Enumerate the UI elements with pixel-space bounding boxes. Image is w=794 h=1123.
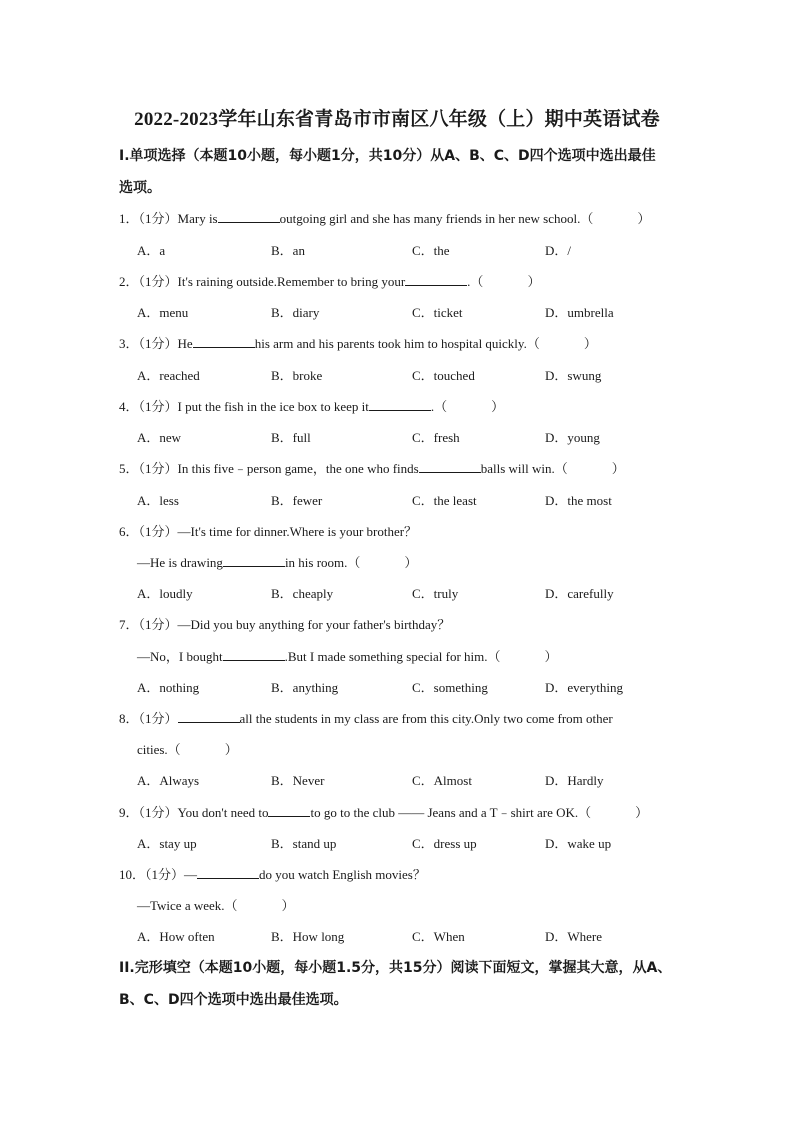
answer-blank (223, 555, 285, 567)
option-d: D．everything (545, 680, 623, 695)
option-d: D．Hardly (545, 773, 604, 788)
section2-heading: II.完形填空（本题10小题，每小题1.5分，共15分）阅读下面短文，掌握其大意，从A、 (119, 960, 672, 976)
options-q2 (137, 302, 697, 322)
answer-blank (405, 274, 467, 286)
question-10-reply: —Twice a week.（ ） (137, 898, 295, 913)
question-8: 8．（1分） all the students in my class are from this city.Only two come from other (119, 711, 613, 726)
question-6-reply: —He is drawing in his room.（ ） (137, 555, 418, 570)
option-b: B．an (271, 243, 305, 258)
question-10: 10．（1分）— do you watch English movies？ (119, 867, 426, 882)
options-q3 (137, 365, 697, 385)
option-c: C．Almost (412, 773, 472, 788)
option-b: B．full (271, 430, 311, 445)
answer-blank (178, 711, 240, 723)
option-d: D．the most (545, 493, 612, 508)
option-c: C．the (412, 243, 450, 258)
option-b: B．Never (271, 773, 325, 788)
question-2: 2．（1分）It's raining outside.Remember to bring your .（ ） (119, 274, 541, 289)
options-q5 (137, 490, 697, 510)
option-a: A．reached (137, 368, 200, 383)
option-c: C．When (412, 929, 465, 944)
option-c: C．dress up (412, 836, 477, 851)
question-7-reply: —No，I bought .But I made something special for him.（ ） (137, 649, 558, 664)
option-c: C．ticket (412, 305, 463, 320)
option-c: C．something (412, 680, 488, 695)
option-c: C．the least (412, 493, 477, 508)
option-a: A．stay up (137, 836, 197, 851)
options-q8 (137, 770, 697, 790)
option-d: D．wake up (545, 836, 612, 851)
options-q6 (137, 583, 697, 603)
option-d: D．/ (545, 243, 572, 258)
answer-blank (218, 211, 280, 223)
option-b: B．broke (271, 368, 323, 383)
option-b: B．stand up (271, 836, 337, 851)
question-1: 1．（1分）Mary is outgoing girl and she has many friends in her new school.（ ） (119, 211, 651, 226)
question-4: 4．（1分）I put the fish in the ice box to keep it .（ ） (119, 399, 505, 414)
option-d: D．umbrella (545, 305, 614, 320)
answer-blank (197, 867, 259, 879)
option-b: B．anything (271, 680, 339, 695)
answer-blank (369, 399, 431, 411)
options-q4 (137, 427, 697, 447)
section1-heading-cont: 选项。 (119, 180, 161, 196)
section1-heading: I.单项选择（本题10小题，每小题1分，共10分）从A、B、C、D四个选项中选出最佳 (119, 148, 656, 164)
question-9: 9．（1分）You don't need to to go to the club —— Jeans and a T﹣shirt are OK.（ ） (119, 805, 649, 820)
section2-heading-cont: B、C、D四个选项中选出最佳选项。 (119, 992, 348, 1008)
question-7: 7．（1分）—Did you buy anything for your father's birthday？ (119, 617, 451, 632)
options-q9 (137, 833, 697, 853)
question-8-cont: cities.（ ） (137, 742, 238, 757)
answer-blank (268, 805, 310, 817)
option-a: A．nothing (137, 680, 200, 695)
option-b: B．cheaply (271, 586, 334, 601)
option-d: D．Where (545, 929, 603, 944)
option-b: B．How long (271, 929, 345, 944)
option-c: C．fresh (412, 430, 460, 445)
answer-blank (223, 649, 285, 661)
option-a: A．loudly (137, 586, 193, 601)
option-a: A．How often (137, 929, 215, 944)
question-5: 5．（1分）In this five﹣person game，the one who finds balls will win.（ ） (119, 461, 625, 476)
option-a: A．Always (137, 773, 200, 788)
answer-blank (193, 336, 255, 348)
option-a: A．less (137, 493, 179, 508)
option-a: A．a (137, 243, 166, 258)
option-a: A．menu (137, 305, 189, 320)
option-b: B．fewer (271, 493, 323, 508)
options-q1 (137, 240, 697, 260)
option-c: C．truly (412, 586, 459, 601)
option-c: C．touched (412, 368, 475, 383)
option-d: D．swung (545, 368, 602, 383)
options-q10 (137, 926, 697, 946)
options-q7 (137, 677, 697, 697)
option-b: B．diary (271, 305, 320, 320)
option-a: A．new (137, 430, 182, 445)
page-title: 2022-2023学年山东省青岛市市南区八年级（上）期中英语试卷 (134, 109, 660, 130)
option-d: D．carefully (545, 586, 614, 601)
option-d: D．young (545, 430, 600, 445)
question-3: 3．（1分）He his arm and his parents took him to hospital quickly.（ ） (119, 336, 597, 351)
answer-blank (419, 461, 481, 473)
question-6: 6．（1分）—It's time for dinner.Where is your brother？ (119, 524, 418, 539)
